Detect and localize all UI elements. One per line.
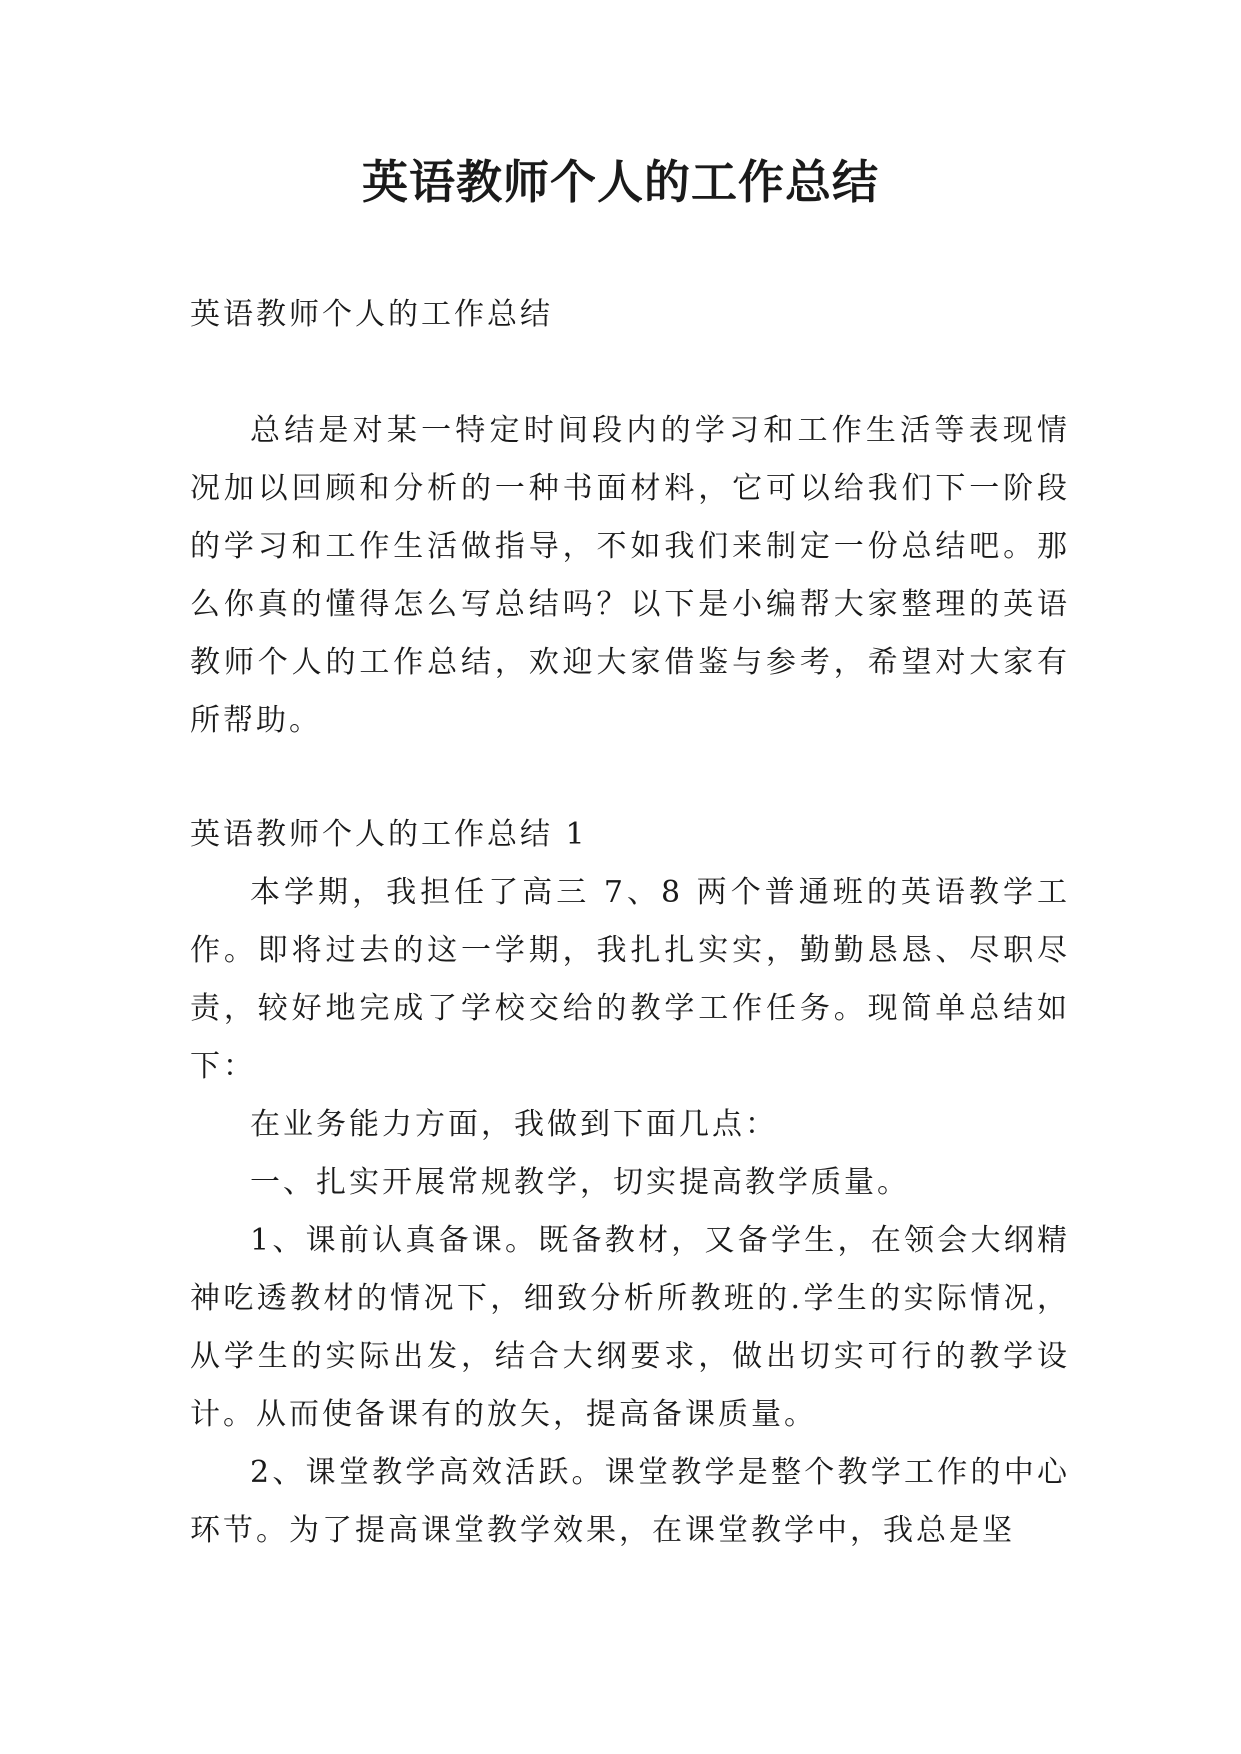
body-paragraph: 一、扎实开展常规教学，切实提高教学质量。	[250, 1165, 910, 1200]
body-paragraph: 本学期，我担任了高三 7、8 两个普通班的英语教学工作。即将过去的这一学期，我扎扎实实，勤勤恳恳、尽职尽责，较好地完成了学校交给的教学工作任务。现简单总结如下：	[190, 875, 1070, 1084]
body-paragraph: 1、课前认真备课。既备教材，又备学生，在领会大纲精神吃透教材的情况下，细致分析所教班的.学生的实际情况，从学生的实际出发，结合大纲要求，做出切实可行的教学设计。从而使备课有的放矢，提高备课质量。	[190, 1223, 1070, 1432]
section-heading: 英语教师个人的工作总结 1	[190, 817, 588, 852]
intro-paragraph-block	[190, 402, 1070, 750]
intro-paragraph: 总结是对某一特定时间段内的学习和工作生活等表现情况加以回顾和分析的一种书面材料，它可以给我们下一阶段的学习和工作生活做指导，不如我们来制定一份总结吧。那么你真的懂得怎么写总结吗？以下是小编帮大家整理的英语教师个人的工作总结，欢迎大家借鉴与参考，希望对大家有所帮助。	[190, 413, 1070, 738]
body-paragraph: 2、课堂教学高效活跃。课堂教学是整个教学工作的中心环节。为了提高课堂教学效果，在课堂教学中，我总是坚	[190, 1455, 1070, 1548]
document-subtitle: 英语教师个人的工作总结	[190, 297, 553, 332]
section-1	[190, 806, 1070, 1560]
document-title: 英语教师个人的工作总结	[362, 155, 879, 209]
body-paragraph: 在业务能力方面，我做到下面几点：	[250, 1107, 778, 1142]
